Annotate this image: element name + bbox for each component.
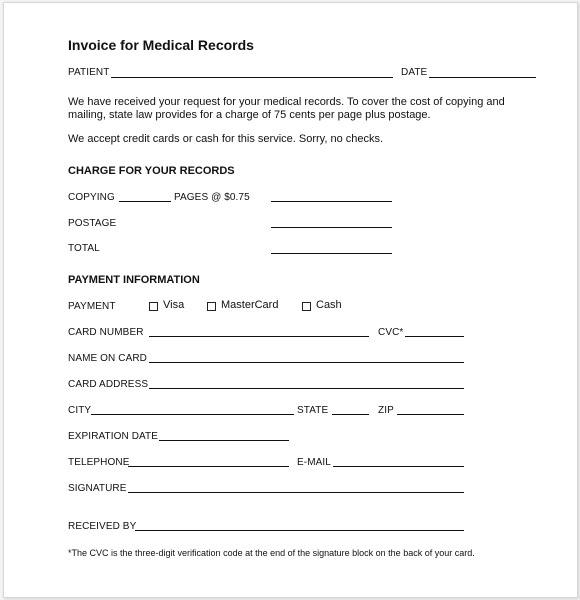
pages-rate-label: PAGES @ $0.75: [174, 192, 250, 203]
mastercard-option-label: MasterCard: [221, 299, 279, 311]
mastercard-checkbox[interactable]: [207, 302, 216, 311]
postage-amount-field[interactable]: [271, 227, 392, 228]
payment-label: PAYMENT: [68, 301, 116, 312]
cash-checkbox[interactable]: [302, 302, 311, 311]
signature-label: SIGNATURE: [68, 483, 127, 494]
patient-label: PATIENT: [68, 67, 110, 78]
zip-field[interactable]: [397, 414, 464, 415]
date-label: DATE: [401, 67, 428, 78]
intro-line-2: mailing, state law provides for a charge of 75 cents per page plus postage.: [68, 109, 431, 121]
page-title: Invoice for Medical Records: [68, 37, 254, 53]
zip-label: ZIP: [378, 405, 394, 416]
total-amount-field[interactable]: [271, 253, 392, 254]
cvc-field[interactable]: [405, 336, 464, 337]
patient-field[interactable]: [111, 77, 393, 78]
received-by-label: RECEIVED BY: [68, 521, 137, 532]
expiration-field[interactable]: [159, 440, 289, 441]
card-address-field[interactable]: [149, 388, 464, 389]
expiration-label: EXPIRATION DATE: [68, 431, 159, 442]
payment-heading: PAYMENT INFORMATION: [68, 274, 200, 286]
cvc-label: CVC*: [378, 327, 404, 338]
postage-label: POSTAGE: [68, 218, 117, 229]
visa-checkbox[interactable]: [149, 302, 158, 311]
date-field[interactable]: [429, 77, 536, 78]
copying-label: COPYING: [68, 192, 115, 203]
state-label: STATE: [297, 405, 329, 416]
total-label: TOTAL: [68, 243, 100, 254]
telephone-field[interactable]: [128, 466, 289, 467]
payment-note: We accept credit cards or cash for this service. Sorry, no checks.: [68, 133, 384, 145]
card-number-field[interactable]: [149, 336, 369, 337]
signature-field[interactable]: [128, 492, 464, 493]
name-on-card-label: NAME ON CARD: [68, 353, 147, 364]
city-label: CITY: [68, 405, 92, 416]
card-address-label: CARD ADDRESS: [68, 379, 149, 390]
copying-pages-field[interactable]: [119, 201, 171, 202]
state-field[interactable]: [332, 414, 369, 415]
email-label: E-MAIL: [297, 457, 331, 468]
received-by-field[interactable]: [135, 530, 464, 531]
invoice-page: [3, 2, 578, 598]
intro-line-1: We have received your request for your medical records. To cover the cost of copying and: [68, 96, 505, 108]
visa-option-label: Visa: [163, 299, 185, 311]
name-on-card-field[interactable]: [149, 362, 464, 363]
cvc-footnote: *The CVC is the three-digit verification code at the end of the signature block on the back of your card.: [68, 548, 475, 558]
charges-heading: CHARGE FOR YOUR RECORDS: [68, 165, 235, 177]
cash-option-label: Cash: [316, 299, 342, 311]
city-field[interactable]: [91, 414, 294, 415]
copying-amount-field[interactable]: [271, 201, 392, 202]
telephone-label: TELEPHONE: [68, 457, 130, 468]
card-number-label: CARD NUMBER: [68, 327, 144, 338]
email-field[interactable]: [333, 466, 464, 467]
